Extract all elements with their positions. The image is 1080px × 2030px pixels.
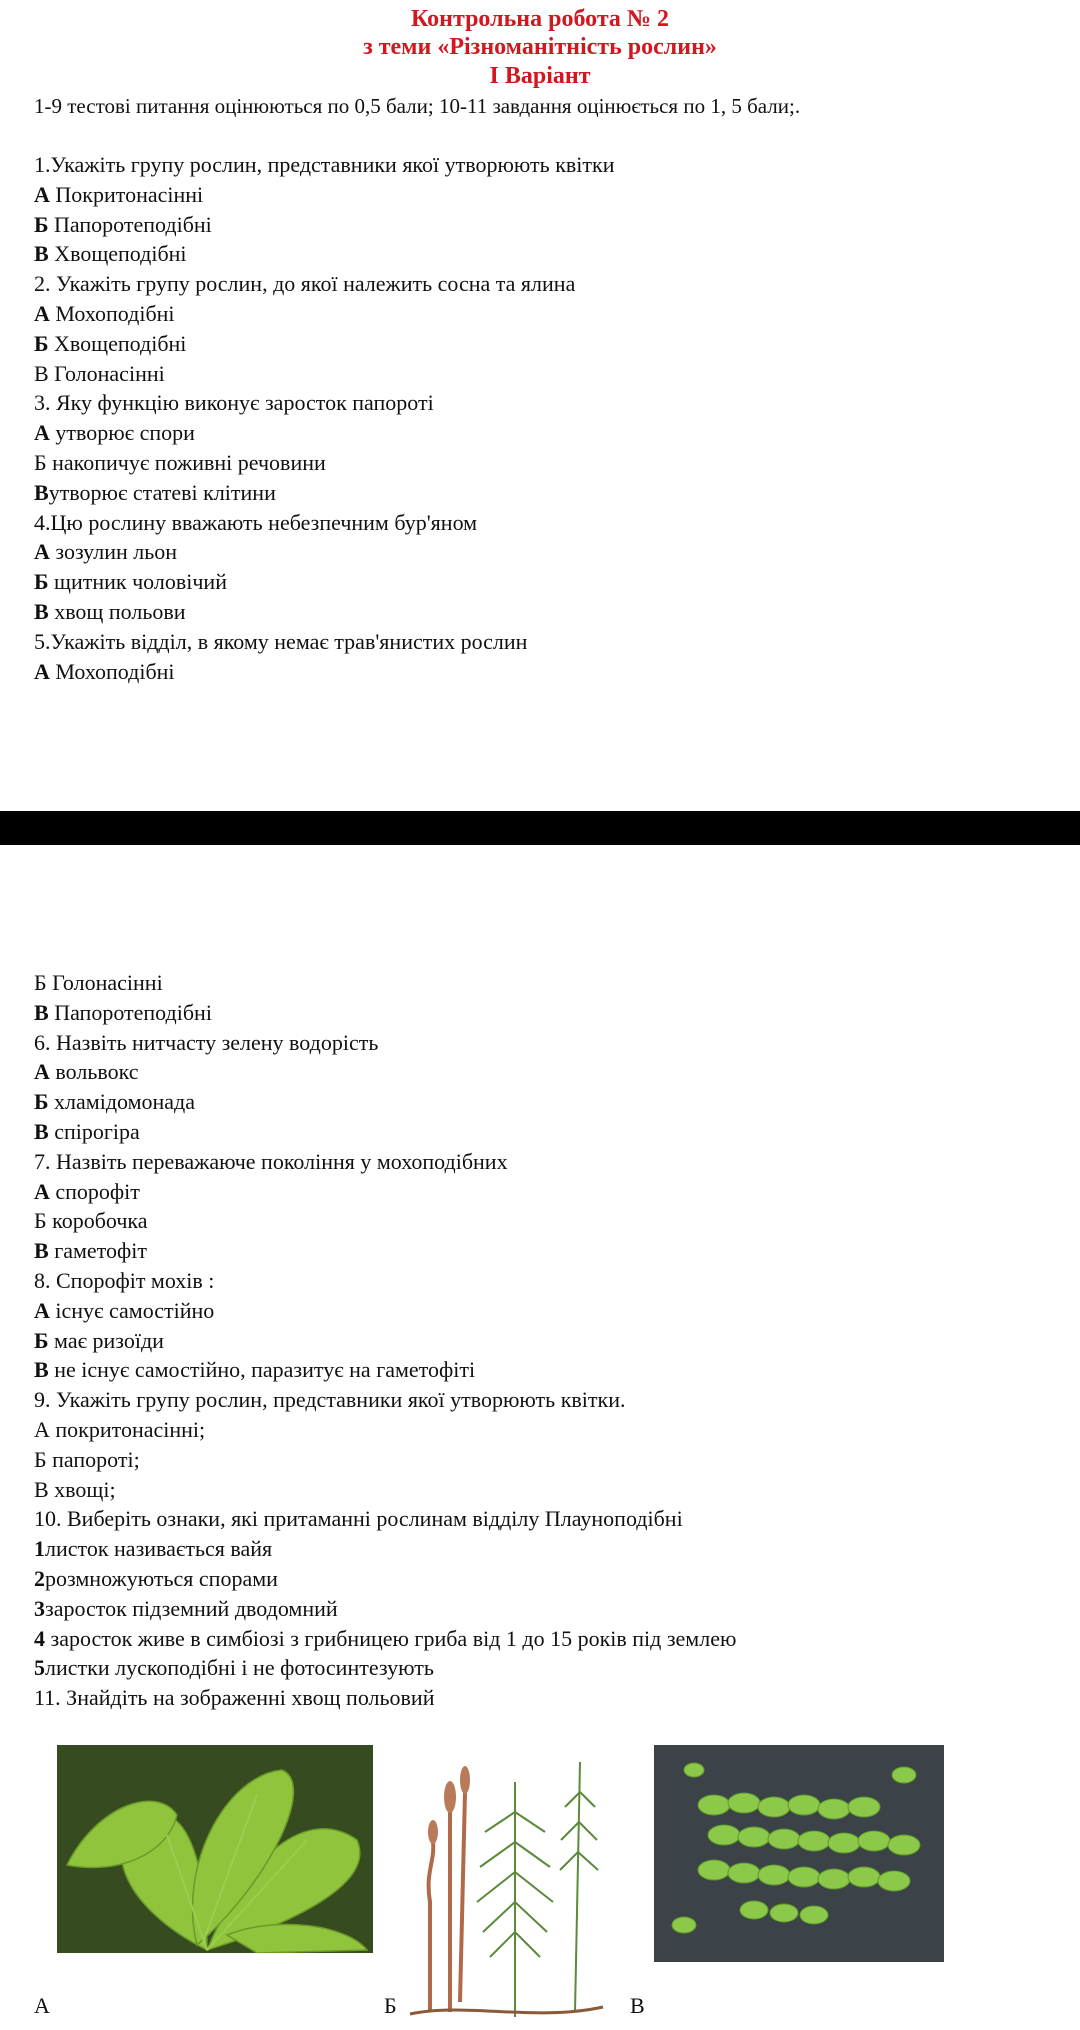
question-line: [34, 628, 528, 654]
line-text: В хвощі;: [34, 1476, 116, 1502]
line-text: 3. Яку функцію виконує заросток папороті: [34, 390, 434, 416]
question-line: [34, 1446, 140, 1472]
answer-letter: А: [34, 301, 50, 326]
line-text: Хвощеподібні: [48, 241, 187, 267]
line-text: вольвокс: [49, 1059, 139, 1085]
question-line: [34, 1091, 195, 1113]
line-text: Папоротеподібні: [48, 211, 212, 237]
line-text: Папоротеподібні: [48, 999, 212, 1025]
answer-letter: 3: [34, 1595, 45, 1621]
question-line: [34, 392, 434, 414]
answer-letter: А: [34, 658, 50, 684]
answer-letter: Б: [34, 330, 49, 356]
question-line: [34, 1297, 215, 1323]
line-text: 10. Виберіть ознаки, які притаманні рослинам відділу Плауноподібні: [34, 1506, 683, 1532]
line-text: 11. Знайдіть на зображенні хвощ польовий: [34, 1685, 435, 1711]
line-text: Мохоподібні: [49, 301, 175, 326]
doc-title: Контрольна робота № 2: [410, 6, 670, 32]
question-line: [34, 571, 227, 593]
answer-letter: А: [34, 420, 50, 446]
question-line: [34, 211, 212, 237]
line-text: Б папороті;: [34, 1446, 140, 1472]
question-line: [34, 273, 575, 295]
question-line: [34, 330, 187, 356]
question-line: [34, 1568, 278, 1590]
answer-letter: А: [34, 1178, 50, 1204]
line-text: заросток підземний дводомний: [45, 1595, 338, 1621]
line-text: Б накопичує поживні речовини: [34, 450, 326, 475]
line-text: 9. Укажіть групу рослин, представники якої утворюють квітки.: [34, 1387, 626, 1413]
question-line: [34, 972, 163, 994]
question-line: [34, 1121, 140, 1143]
line-text: хвощ польови: [48, 599, 186, 624]
question-line: [34, 452, 326, 474]
answer-letter: В: [34, 599, 49, 624]
line-text: листок називається вайя: [45, 1536, 273, 1562]
line-text: 5.Укажіть відділ, в якому немає трав'янистих рослин: [34, 628, 528, 654]
page-separator: [0, 811, 1080, 845]
line-text: хламідомонада: [48, 1089, 196, 1115]
image-label-b: Б: [384, 1993, 397, 2018]
question-line: [34, 1508, 683, 1530]
answer-letter: Б: [34, 1327, 49, 1353]
question-line: [34, 1359, 475, 1381]
horsetail-illustration: [405, 1752, 605, 2020]
answer-letter: 1: [34, 1536, 45, 1562]
question-line: [34, 601, 186, 623]
line-text: Покритонасінні: [49, 181, 204, 207]
line-text: існує самостійно: [49, 1297, 215, 1323]
answer-letter: А: [34, 1297, 50, 1323]
question-line: [34, 1476, 116, 1502]
line-text: розмножуються спорами: [45, 1566, 278, 1591]
image-label-a: А: [34, 1993, 50, 2018]
question-line: [34, 1029, 379, 1055]
line-text: спірогіра: [48, 1119, 140, 1144]
line-text: 8. Спорофіт мохів :: [34, 1268, 215, 1293]
line-text: має ризоїди: [48, 1327, 164, 1353]
answer-letter: Б: [34, 211, 49, 237]
question-line: [34, 303, 175, 325]
question-line: [34, 1389, 625, 1411]
question-line: [34, 422, 195, 444]
line-text: спорофіт: [49, 1178, 140, 1204]
line-text: утворює статеві клітини: [48, 479, 276, 505]
answer-letter: В: [34, 1119, 49, 1144]
line-text: Хвощеподібні: [48, 330, 187, 356]
question-line: [34, 1595, 338, 1621]
line-text: утворює спори: [49, 420, 195, 446]
question-line: [34, 1061, 139, 1083]
question-line: [34, 1625, 737, 1651]
answer-letter: В: [34, 241, 49, 267]
question-line: [34, 1419, 205, 1441]
doc-variant: І Варіант: [489, 63, 591, 89]
scoring-note: 1-9 тестові питання оцінюються по 0,5 бали; 10-11 завдання оцінюється по 1, 5 бали;.: [34, 94, 801, 118]
answer-letter: 2: [34, 1566, 45, 1591]
answer-letter: А: [34, 539, 50, 565]
answer-letter: В: [34, 1357, 49, 1383]
answer-letter: 5: [34, 1655, 45, 1681]
question-line: [34, 154, 614, 176]
answer-letter: Б: [34, 569, 49, 595]
question-line: [34, 509, 478, 535]
line-text: заросток живе в симбіозі з грибницею гриба від 1 до 15 років під землею: [45, 1625, 737, 1651]
answer-letter: В: [34, 479, 49, 505]
line-text: А покритонасінні;: [34, 1417, 206, 1442]
question-line: [34, 1270, 214, 1292]
question-line: [34, 1327, 164, 1353]
line-text: не існує самостійно, паразитує на гаметофіті: [48, 1357, 476, 1383]
question-line: [34, 658, 175, 684]
question-line: [34, 1178, 140, 1204]
line-text: 2. Укажіть групу рослин, до якої належить сосна та ялина: [34, 271, 576, 297]
line-text: 7. Назвіть переважаюче покоління у мохоподібних: [34, 1148, 508, 1174]
question-line: [34, 999, 212, 1025]
question-line: [34, 479, 276, 505]
answer-letter: 4: [34, 1625, 45, 1651]
line-text: 6. Назвіть нитчасту зелену водорість: [34, 1029, 379, 1055]
line-text: 1.Укажіть групу рослин, представники якої утворюють квітки: [34, 152, 615, 177]
question-line: [34, 360, 165, 386]
line-text: зозулин льон: [49, 539, 178, 565]
line-text: щитник чоловічий: [48, 569, 227, 595]
line-text: Б Голонасінні: [34, 970, 163, 995]
line-text: Мохоподібні: [49, 658, 175, 684]
answer-letter: А: [34, 181, 50, 207]
question-line: [34, 541, 177, 563]
answer-letter: А: [34, 1059, 50, 1085]
question-line: [34, 181, 204, 207]
line-text: Б коробочка: [34, 1208, 148, 1234]
question-line: [34, 1148, 508, 1174]
line-text: листки лускоподібні і не фотосинтезують: [45, 1655, 434, 1681]
line-text: В Голонасінні: [34, 360, 165, 386]
question-line: [34, 1687, 434, 1709]
line-text: 4.Цю рослину вважають небезпечним бур'яном: [34, 509, 478, 535]
image-label-v: В: [630, 1993, 645, 2018]
salvinia-water-fern-photo: [654, 1745, 944, 1962]
question-line: [34, 1657, 434, 1679]
ginkgo-leaves-photo: [57, 1745, 373, 1953]
question-line: [34, 1240, 147, 1262]
answer-letter: В: [34, 999, 49, 1025]
question-line: [34, 1538, 272, 1560]
line-text: гаметофіт: [48, 1238, 147, 1264]
doc-topic: з теми «Різноманітність рослин»: [363, 34, 717, 60]
question-line: [34, 1210, 148, 1232]
answer-letter: Б: [34, 1089, 49, 1115]
question-line: [34, 243, 187, 265]
answer-letter: В: [34, 1238, 49, 1264]
